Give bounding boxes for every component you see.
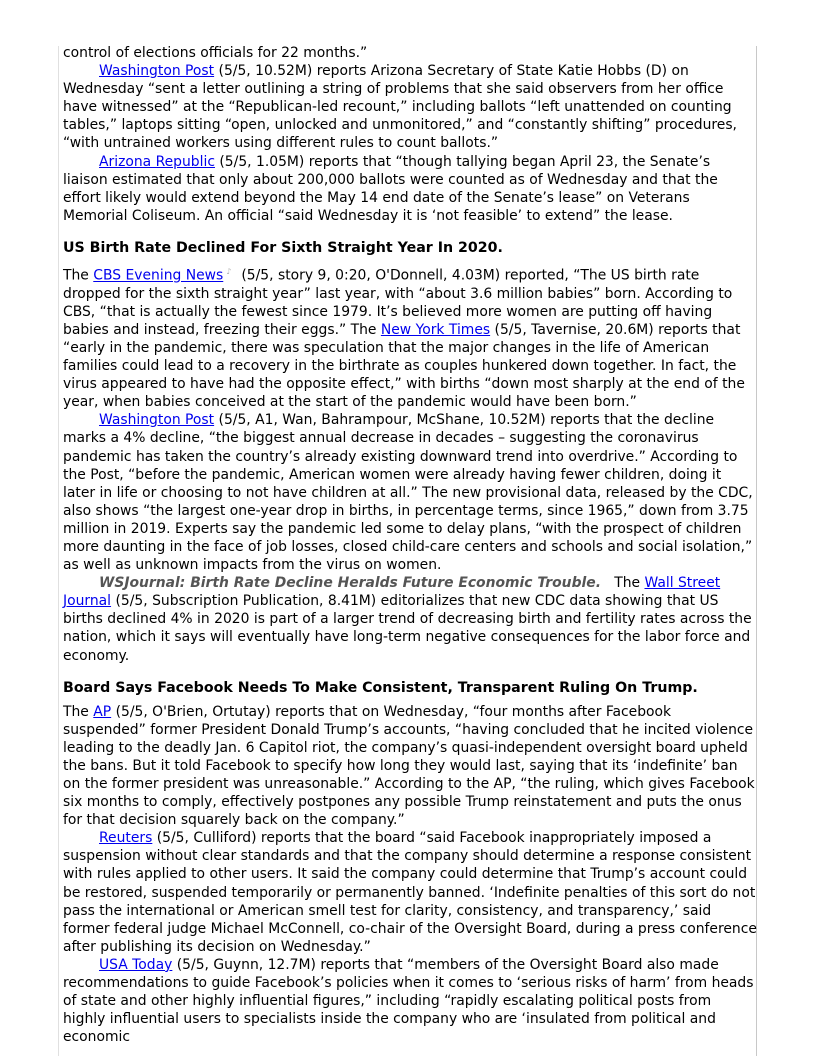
section-heading-facebook: Board Says Facebook Needs To Make Consistent, Transparent Ruling On Trump. [63,679,698,696]
source-link-wall-street-journal[interactable]: Wall Street Journal [63,575,721,610]
paragraph [63,263,757,411]
paragraph-text: (5/5, Guynn, 12.7M) reports that “members of the Oversight Board also made recommendations to guide Facebook’s policies when it comes to ‘serious risks of harm’ from heads of state and other highly influential figures,” including “rapidly escalating political posts from highly influential users to specialists inside the company who are ‘insulated from political and economic [63,956,754,1046]
paragraph [63,44,757,62]
paragraph [63,153,757,225]
source-link-ap[interactable]: AP [93,703,112,720]
source-link-washington-post[interactable]: Washington Post [99,63,215,80]
paragraph [63,829,757,956]
source-link-reuters[interactable]: Reuters [99,830,153,847]
paragraph [63,574,757,664]
paragraph-text: control of elections officials for 22 months.” [63,45,368,61]
section-heading-birth-rate: US Birth Rate Declined For Sixth Straight Year In 2020. [63,239,503,256]
paragraph [63,703,757,830]
subheading-wsj: WSJournal: Birth Rate Decline Heralds Future Economic Trouble. [99,575,601,592]
page-left-rule [58,46,59,1056]
paragraph-text: (5/5, 10.52M) reports Arizona Secretary of State Katie Hobbs (D) on Wednesday “sent a letter outlining a string of problems that she said observers from her office have witnessed” at the “Republican-led recount,” including ballots “left unattended on counting tables,” laptops sitting “open, unlocked and unmonitored,” and “constantly shifting” procedures, “with untrained workers using different rules to count ballots.” [63,63,737,152]
paragraph-text: The [600,575,645,592]
paragraph-text: (5/5, A1, Wan, Bahrampour, McShane, 10.52M) reports that the decline marks a 4% decline, “the biggest annual decrease in decades – suggesting the coronavirus pandemic has taken the country’s already existing downward trend into overdrive.” According to the Post, “before the pandemic, American women were already having fewer children, doing it later in life or choosing to not have children at all.” The new provisional data, released by the CDC, also shows “the largest one-year drop in births, in percentage terms, since 1965,” down from 3.75 million in 2019. Experts say the pandemic led some to delay plans, “with the prospect of children more daunting in the face of job losses, closed child-care centers and schools and social isolation,” as well as unknown impacts from the virus on women. [63,412,753,574]
paragraph-text: (5/5, story 9, 0:20, O'Donnell, 4.03M) reported, “The US birth rate dropped for the sixth straight year” last year, with “about 3.6 million babies” born. According to CBS, “that is actually the fewest since 1979. It’s believed more women are putting off having babies and instead, freezing their eggs.” The [63,267,733,338]
paragraph [63,956,757,1046]
paragraph-text: (5/5, 1.05M) reports that “though tallying began April 23, the Senate’s liaison estimated that only about 200,000 ballots were counted as of Wednesday and that the effort likely would extend beyond the May 14 end date of the Senate’s lease” on Veterans Memorial Coliseum. An official “said Wednesday it is ‘not feasible’ to extend” the lease. [63,153,718,224]
source-link-washington-post[interactable]: Washington Post [99,412,215,429]
source-link-usa-today[interactable]: USA Today [99,956,173,973]
paragraph-text: (5/5, Culliford) reports that the board “said Facebook inappropriately imposed a suspension without clear standards and that the company should determine a response consistent with rules applied to other users. It said the company could determine that Trump’s account could be restored, suspended temporarily or permanently banned. ‘Indefinite penalties of this sort do not pass the international or American smell test for clarity, consistency, and transparency,’ said former federal judge Michael McConnell, co-chair of the Oversight Board, during a press conference after publishing its decision on Wednesday.” [63,830,757,955]
source-link-arizona-republic[interactable]: Arizona Republic [99,153,215,170]
paragraph-text: (5/5, O'Brien, Ortutay) reports that on Wednesday, “four months after Facebook suspended” former President Donald Trump’s accounts, “having concluded that he incited violence leading to the deadly Jan. 6 Capitol riot, the company’s quasi-independent oversight board upheld the bans. But it told Facebook to specify how long they would last, saying that its ‘indefinite’ ban on the former president was unreasonable.” According to the AP, “the ruling, which gives Facebook six months to comply, effectively postpones any possible Trump reinstatement and puts the onus for that decision squarely back on the company.” [63,703,755,829]
speaker-icon[interactable]: ♪ [226,266,232,276]
paragraph-text: (5/5, Subscription Publication, 8.41M) editorializes that new CDC data showing that US births declined 4% in 2020 is part of a larger trend of decreasing birth and fertility rates across the nation, which it says will eventually have long-term negative consequences for the labor force and economy. [63,593,752,664]
paragraph [63,62,757,152]
paragraph-text: (5/5, Tavernise, 20.6M) reports that “early in the pandemic, there was speculation that the major changes in the life of American families could lead to a recovery in the birthrate as couples hunkered down together. In fact, the virus appeared to have had the opposite effect,” with births “down most sharply at the end of the year, when babies conceived at the start of the pandemic would have been born.” [63,321,745,411]
source-link-cbs-evening-news[interactable]: CBS Evening News [93,267,224,284]
paragraph-text: The [63,703,94,720]
source-link-new-york-times[interactable]: New York Times [380,321,491,338]
document-page [63,44,757,1046]
paragraph-text: The [63,267,94,284]
paragraph [63,411,757,574]
